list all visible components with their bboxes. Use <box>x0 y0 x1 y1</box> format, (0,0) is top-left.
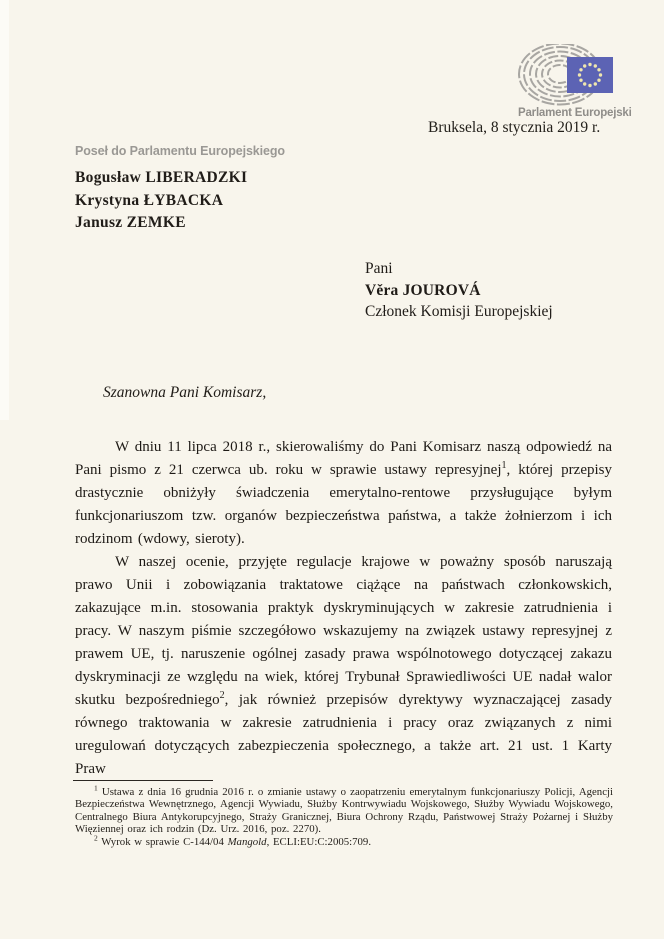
footnote-separator <box>73 780 213 781</box>
hemicycle-icon <box>518 44 618 106</box>
footnotes-block <box>75 783 613 848</box>
paragraph-2-text: W naszej ocenie, przyjęte regulacje krajowe w poważny sposób naruszają prawo Unii i zobowiązania traktatowe ciążące na państwach członkowskich, zakazujące m.in. stosowania praktyk dyskryminujących w zakresie zatrudnienia i pracy. W naszym piśmie szczegółowo wskazujemy na związek ustawy represyjnej z prawem UE, tj. naruszenie ogólnej zasady prawa wspólnotowego dotyczącej zakazu dyskryminacji ze względu na wiek, której Trybunał Sprawiedliwości UE nadał walor skutku bezpośredniego <box>75 554 612 708</box>
footnote-2-case-name: Mangold <box>227 835 267 848</box>
footnote-2-text: Wyrok w sprawie C-144/04 <box>101 835 228 848</box>
letter-greeting: Szanowna Pani Komisarz, <box>103 384 267 401</box>
sender-name-3: Janusz ZEMKE <box>75 214 186 231</box>
footnote-2-text-cont: , ECLI:EU:C:2005:709. <box>266 835 372 848</box>
letter-date: Bruksela, 8 stycznia 2019 r. <box>428 119 601 136</box>
body-paragraph-1 <box>75 436 612 551</box>
recipient-block <box>365 258 553 323</box>
paragraph-1-text: W dniu 11 lipca 2018 r., skierowaliśmy do Pani Komisarz naszą odpowiedź na Pani pismo z 21 czerwca ub. roku w sprawie ustawy represyjnej <box>75 439 612 478</box>
paragraph-1-text-cont: , której przepisy drastycznie obniżyły świadczenia emerytalno-rentowe przysługujące byłym funkcjonariuszom tzw. organów bezpieczeństwa państwa, a także żołnierzom i ich rodzinom (wdowy, sieroty). <box>75 462 612 547</box>
paragraph-2-text-cont: , jak również przepisów dyrektywy wyznaczającej zasady równego traktowania w zakresie zatrudnienia i pracy oraz związanych z nimi uregulowań dotyczących zabezpieczenia społecznego, a także art. 21 ust. 1 Karty Praw <box>75 692 612 777</box>
footnote-1 <box>75 783 613 836</box>
footnote-2 <box>75 833 613 848</box>
eu-flag-icon <box>567 57 613 93</box>
sender-block <box>75 144 285 235</box>
sender-role: Poseł do Parlamentu Europejskiego <box>75 144 285 158</box>
footnote-2-marker: 2 <box>94 833 98 843</box>
recipient-name: Věra JOUROVÁ <box>365 281 481 299</box>
recipient-prefix: Pani <box>365 260 393 277</box>
european-parliament-logo <box>518 44 632 119</box>
sender-name-1: Bogusław LIBERADZKI <box>75 169 248 186</box>
footnote-1-marker: 1 <box>94 783 98 793</box>
sender-name-2: Krystyna ŁYBACKA <box>75 191 224 209</box>
footnote-reference-2: 2 <box>219 690 225 701</box>
footnote-1-text: Ustawa z dnia 16 grudnia 2016 r. o zmianie ustawy o zaopatrzeniu emerytalnym funkcjonariuszy Policji, Agencji Bezpieczeństwa Wewnętrznego, Agencji Wywiadu, Służby Kontrwywiadu Wojskowego, Służby Wywiadu Wojskowego, Centralnego Biura Antykorupcyjnego, Straży Granicznej, Biura Ochrony Rządu, Państwowej Straży Pożarnej i Służby Więziennej oraz ich rodzin (Dz. Urz. 2016, poz. 2270). <box>75 786 613 836</box>
recipient-title: Członek Komisji Europejskiej <box>365 303 553 320</box>
body-paragraph-2 <box>75 551 612 781</box>
letter-body <box>75 436 612 781</box>
footnote-reference-1: 1 <box>501 460 507 471</box>
logo-wordmark: Parlament Europejski <box>518 107 632 119</box>
